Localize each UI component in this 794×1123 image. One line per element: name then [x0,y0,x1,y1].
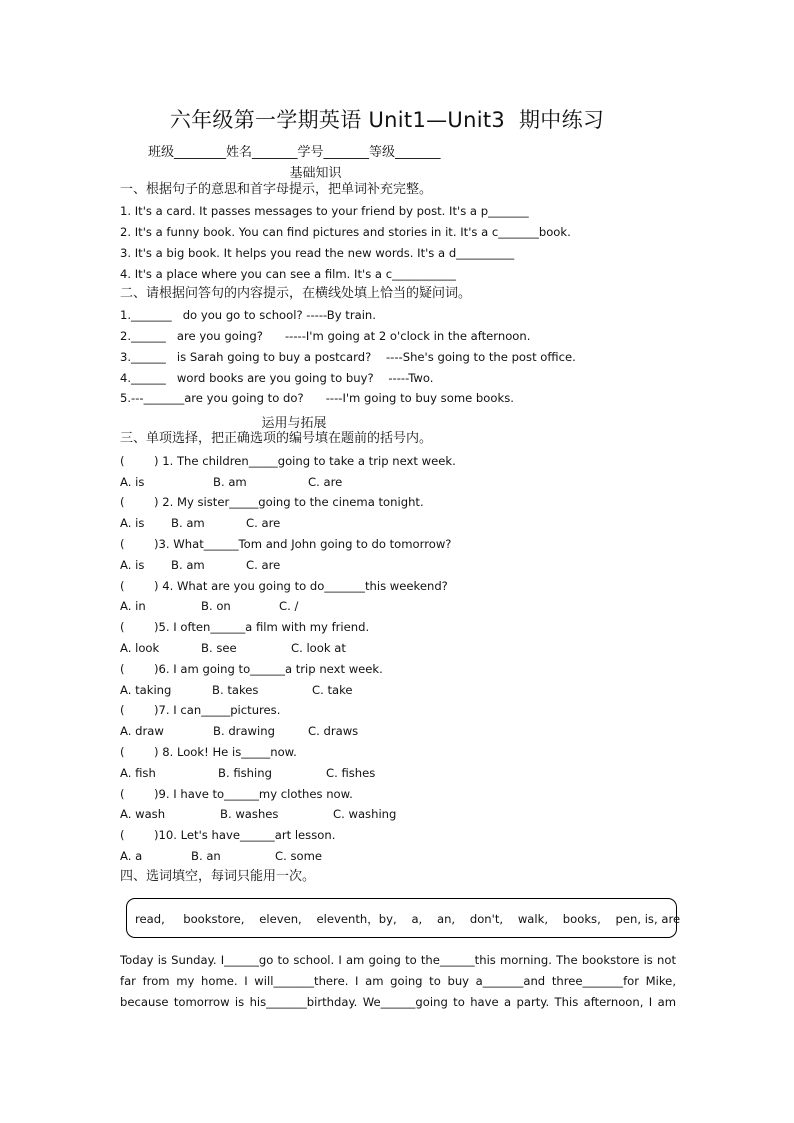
mc-question: ( )7. I can_____pictures. [120,703,281,717]
mc-question: ( )3. What______Tom and John going to do tomorrow? [120,537,452,551]
section1-item: 3. It's a big book. It helps you read the new words. It's a d__________ [120,246,515,260]
section3-heading: 三、单项选择，把正确选项的编号填在题前的括号内。 [120,431,433,446]
mc-option: A. in [120,599,146,613]
mc-option: A. is [120,516,145,530]
page-title: 六年级第一学期英语 Unit1—Unit3 期中练习 [169,108,605,132]
section2-heading: 二、请根据问答句的内容提示，在横线处填上恰当的疑问词。 [120,286,472,301]
student-info-line: 班级________姓名_______学号_______等级_______ [148,145,441,160]
mc-option: A. taking [120,683,172,697]
section2-item: 3.______ is Sarah going to buy a postcard? ----She's going to the post office. [120,350,576,364]
mc-option: B. am [213,475,247,489]
section2-item: 5.---_______are you going to do? ----I'm going to buy some books. [120,391,514,405]
section1-heading: 一、根据句子的意思和首字母提示，把单词补充完整。 [120,182,433,197]
section1-item: 4. It's a place where you can see a film. It's a c___________ [120,267,456,281]
mc-option: C. look at [291,641,346,655]
mc-option: A. is [120,475,145,489]
mc-option: B. an [191,849,221,863]
section2-item: 4.______ word books are you going to buy? -----Two. [120,371,434,385]
mc-option: A. fish [120,766,156,780]
mc-option: B. washes [220,807,279,821]
mc-option: B. takes [212,683,259,697]
mc-option: A. is [120,558,145,572]
mc-option: B. drawing [213,724,275,738]
heading-apply-extend: 运用与拓展 [261,416,327,431]
mc-option: A. wash [120,807,166,821]
passage-line: because tomorrow is his_______birthday. We______going to have a party. This afternoon, I am [120,995,676,1009]
mc-question: ( ) 8. Look! He is_____now. [120,745,297,759]
section1-item: 1. It's a card. It passes messages to your friend by post. It's a p_______ [120,204,529,218]
mc-option: B. am [171,558,205,572]
word-bank-text: read, bookstore, eleven, eleventh，by, a, an, don't, walk, books, pen, is, are [135,912,681,926]
mc-option: B. am [171,516,205,530]
section4-heading: 四、选词填空，每词只能用一次。 [120,869,316,884]
mc-question: ( ) 1. The children_____going to take a trip next week. [120,454,456,468]
mc-question: ( )5. I often______a film with my friend. [120,620,370,634]
mc-option: C. washing [333,807,397,821]
mc-option: A. a [120,849,143,863]
mc-option: C. are [308,475,343,489]
section2-item: 2.______ are you going? -----I'm going at 2 o'clock in the afternoon. [120,329,531,343]
mc-option: A. look [120,641,160,655]
mc-option: C. draws [308,724,359,738]
mc-question: ( )6. I am going to______a trip next week. [120,662,383,676]
heading-basic-knowledge: 基础知识 [289,166,342,181]
mc-question: ( )10. Let's have______art lesson. [120,828,336,842]
mc-option: C. fishes [326,766,376,780]
mc-option: B. fishing [218,766,272,780]
passage-line: Today is Sunday. I______go to school. I am going to the______this morning. The bookstore is not [120,953,676,967]
mc-option: C. take [312,683,353,697]
mc-option: B. on [201,599,231,613]
word-bank-box [126,898,681,938]
mc-option: C. are [246,516,281,530]
mc-option: C. some [275,849,323,863]
mc-option: A. draw [120,724,164,738]
mc-question: ( )9. I have to______my clothes now. [120,787,353,801]
section2-item: 1._______ do you go to school? -----By train. [120,308,376,322]
passage-line: far from my home. I will_______there. I am going to buy a_______and three_______for Mike, [120,974,676,988]
section1-item: 2. It's a funny book. You can find pictures and stories in it. It's a c_______book. [120,225,571,239]
mc-option: C. / [279,599,299,613]
mc-option: C. are [246,558,281,572]
mc-question: ( ) 4. What are you going to do_______this weekend? [120,579,448,593]
mc-option: B. see [201,641,237,655]
mc-question: ( ) 2. My sister_____going to the cinema tonight. [120,495,424,509]
